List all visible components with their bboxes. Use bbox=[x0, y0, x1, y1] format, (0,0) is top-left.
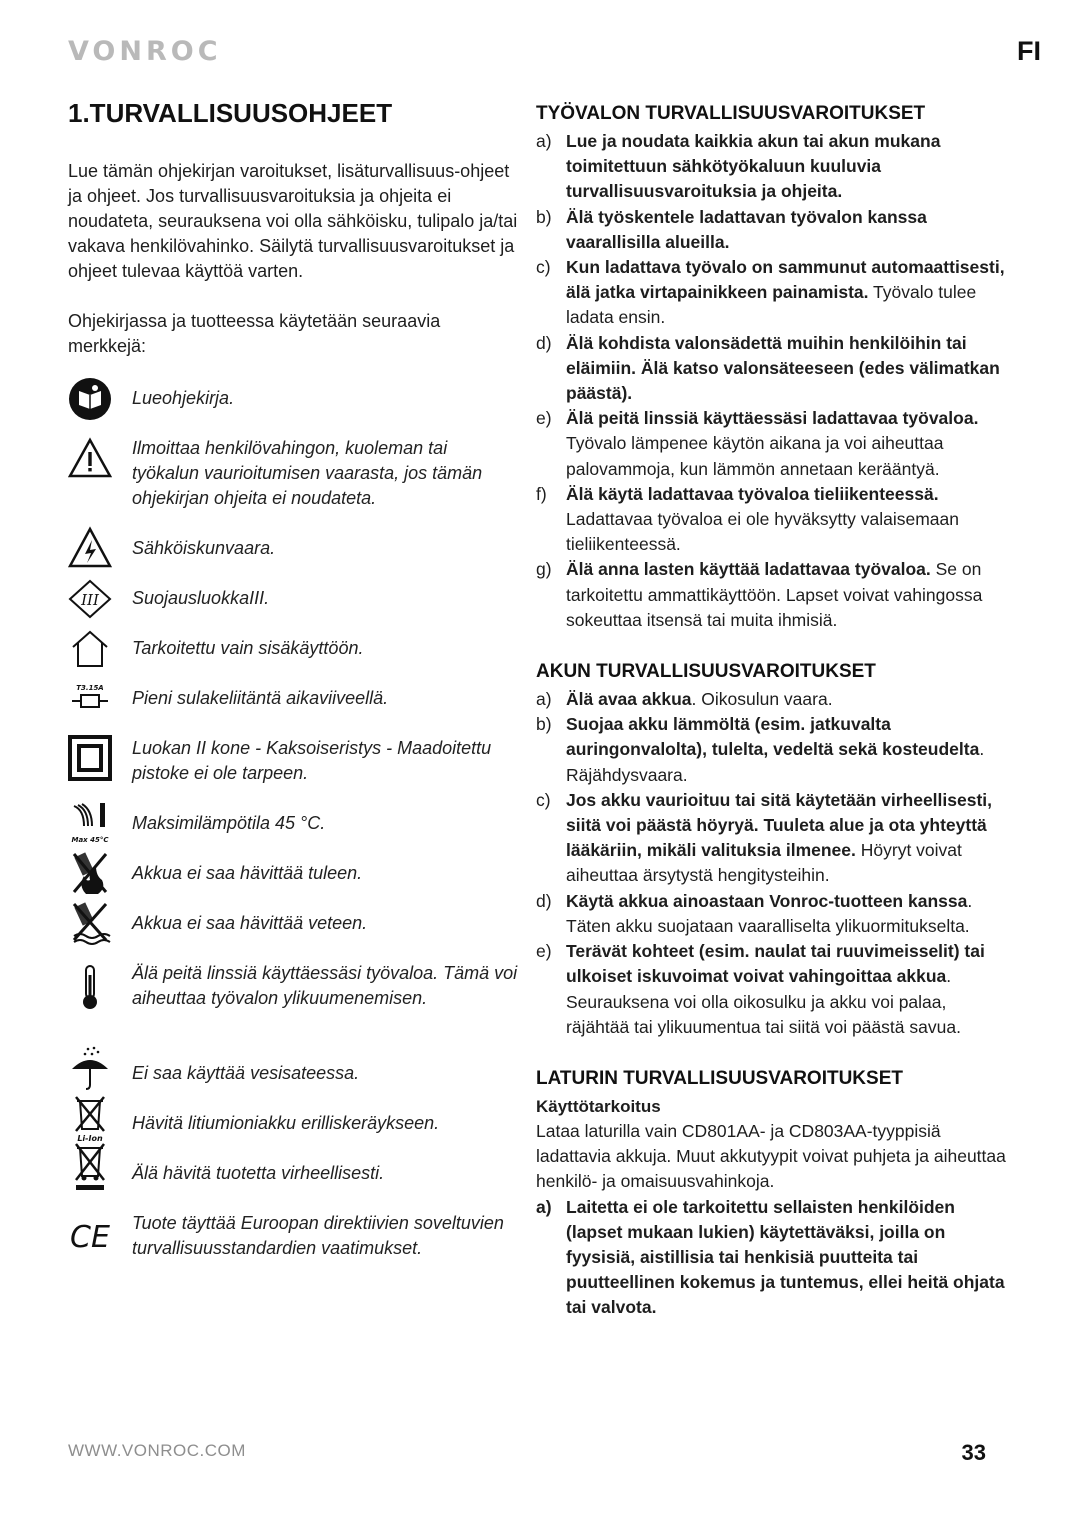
item-text: . Täten akku suojataan vaaralliselta ylikuormitukselta. bbox=[566, 890, 973, 936]
symbol-text: Luokan II kone - Kaksoiseristys - Maadoitettu pistoke ei ole tarpeen. bbox=[132, 738, 492, 783]
item-label: b) bbox=[536, 714, 552, 735]
item-label: a) bbox=[536, 1196, 552, 1217]
symbol-text: Älä peitä linssiä käyttäessäsi työvaloa. Tämä voi aiheuttaa työvalon ylikuumenemisen. bbox=[132, 963, 518, 1008]
double-insulation-icon bbox=[68, 735, 112, 781]
symbol-row bbox=[68, 436, 518, 536]
language-code: FI bbox=[1017, 36, 1041, 66]
item-label: g) bbox=[536, 559, 552, 580]
symbol-row bbox=[68, 1211, 518, 1286]
protection-class-iii-icon bbox=[68, 579, 112, 619]
item-text: . Seurauksena voi olla oikosulku ja akku voi palaa, räjähtää tai ylikuumentua tai siitä voi päästä savua. bbox=[566, 966, 961, 1037]
list-item bbox=[536, 482, 1006, 558]
symbol-text: Tarkoitettu vain sisäkäyttöön. bbox=[132, 638, 364, 658]
item-bold-text: Älä käytä ladattavaa työvaloa tieliikenteessä. bbox=[566, 483, 939, 504]
list-item bbox=[536, 788, 1006, 889]
symbol-row bbox=[68, 536, 518, 586]
symbol-row bbox=[68, 861, 518, 911]
item-text: Höyryt voivat aiheuttaa ärsytystä hengitysteihin. bbox=[566, 840, 962, 886]
item-bold-text: Suojaa akku lämmöltä (esim. jatkuvalta auringonvalolta), tulelta, vedeltä sekä kosteudelta bbox=[566, 714, 980, 760]
weee-bin-icon bbox=[68, 1139, 112, 1193]
list-item bbox=[536, 205, 1006, 255]
item-bold-text: Älä avaa akkua bbox=[566, 689, 692, 710]
item-text: . Oikosulun vaara. bbox=[691, 689, 833, 710]
item-label: a) bbox=[536, 131, 552, 151]
ce-label: CE bbox=[70, 1220, 110, 1253]
list-item bbox=[536, 712, 1006, 788]
symbol-row bbox=[68, 1161, 518, 1211]
item-bold-text: Jos akku vaurioituu tai sitä käytetään virheellisesti, siitä voi päästä höyryä. Tuuleta alue ja ota yhteyttä lääkäriin, mikäli valituksia ilmenee. bbox=[566, 789, 993, 861]
symbol-text: Lueohjekirja. bbox=[132, 388, 235, 408]
fuse-label: T3.15A bbox=[76, 684, 104, 692]
symbol-text: Sähköiskunvaara. bbox=[132, 538, 276, 558]
item-bold-text: Terävät kohteet (esim. naulat tai ruuvimeisselit) tai ulkoiset iskuvoimat voivat vahingoittaa akkua bbox=[566, 941, 985, 987]
intro-paragraph: Lue tämän ohjekirjan varoitukset, lisäturvallisuus-ohjeet ja ohjeet. Jos turvallisuusvaroituksia ja ohjeita ei noudateta, seurauksena voi olla sähköisku, tulipalo ja/tai vakava henkilövahinko. Säilytä turvallisuusvaroitukset ja ohjeet tulevaa käyttöä varten. bbox=[68, 161, 518, 281]
worklight-list bbox=[536, 129, 1006, 633]
list-item bbox=[536, 1195, 1006, 1321]
read-manual-icon bbox=[68, 379, 112, 419]
temp-label: Max 45°C bbox=[71, 836, 109, 844]
li-ion-recycle-icon bbox=[68, 1093, 112, 1143]
page-title: 1.TURVALLISUUSOHJEET bbox=[68, 98, 393, 128]
fuse-icon bbox=[68, 679, 112, 719]
no-fire-disposal-icon bbox=[68, 849, 112, 897]
item-bold-text: Älä peitä linssiä käyttäessäsi ladattavaa työvaloa. bbox=[566, 408, 979, 429]
item-bold-text: Älä anna lasten käyttää ladattavaa työvaloa. bbox=[566, 559, 931, 580]
item-text: . Räjähdysvaara. bbox=[566, 739, 985, 785]
charger-subheading: Käyttötarkoitus bbox=[536, 1096, 661, 1116]
item-text: Työvalo lämpenee käytön aikana ja voi aiheuttaa palovammoja, kun lämmön annetaan kerääntyä. bbox=[566, 433, 944, 479]
liion-label: Li-Ion bbox=[77, 1134, 103, 1143]
indoor-use-icon bbox=[68, 629, 112, 669]
item-label: b) bbox=[536, 206, 552, 227]
right-column bbox=[536, 103, 1006, 1321]
symbol-text: Ilmoittaa henkilövahingon, kuoleman tai työkalun vaurioitumisen vaarasta, jos tämän ohjekirjan ohjeita ei noudateta. bbox=[132, 438, 483, 508]
item-label: c) bbox=[536, 789, 551, 810]
worklight-heading: TYÖVALON TURVALLISUUSVAROITUKSET bbox=[536, 103, 926, 124]
battery-heading: AKUN TURVALLISUUSVAROITUKSET bbox=[536, 661, 876, 683]
symbol-row bbox=[68, 586, 518, 636]
warning-triangle-icon bbox=[68, 438, 112, 478]
symbol-row bbox=[68, 961, 518, 1061]
left-column bbox=[68, 98, 518, 1286]
item-label: d) bbox=[536, 332, 552, 353]
item-bold-text: Lue ja noudata kaikkia akun tai akun mukana toimitettuun sähkötyökaluun kuuluvia turvallisuusvaroituksia ja ohjeita. bbox=[566, 131, 941, 202]
item-text: Työvalo tulee ladata ensin. bbox=[566, 282, 977, 328]
footer-url[interactable]: WWW.VONROC.COM bbox=[68, 1441, 246, 1460]
list-item bbox=[536, 889, 1006, 939]
item-bold-text: Käytä akkua ainoastaan Vonroc-tuotteen kanssa bbox=[566, 890, 968, 911]
ce-mark-icon bbox=[68, 1215, 112, 1255]
charger-list bbox=[536, 1195, 1006, 1321]
symbol-text: Tuote täyttää Euroopan direktiivien soveltuvien turvallisuusstandardien vaatimukset. bbox=[132, 1213, 504, 1258]
no-water-disposal-icon bbox=[68, 899, 112, 947]
symbol-row bbox=[68, 686, 518, 736]
symbol-row bbox=[68, 811, 518, 861]
item-label: a) bbox=[536, 689, 552, 710]
list-item bbox=[536, 557, 1006, 633]
item-label: c) bbox=[536, 257, 551, 278]
charger-paragraph: Lataa laturilla vain CD801AA- ja CD803AA-tyyppisiä ladattavia akkuja. Muut akkutyypit voivat puhjeta ja aiheuttaa henkilö- ja omaisuusvahinkoja. bbox=[536, 1120, 1006, 1192]
max-temperature-icon bbox=[68, 799, 112, 847]
battery-list bbox=[536, 687, 1006, 1040]
no-rain-icon bbox=[68, 1045, 112, 1093]
item-label: d) bbox=[536, 890, 552, 911]
symbol-row bbox=[68, 736, 518, 811]
symbol-text: Älä hävitä tuotetta virheellisesti. bbox=[132, 1163, 385, 1183]
page-number: 33 bbox=[961, 1440, 986, 1465]
symbol-row bbox=[68, 636, 518, 686]
item-label: f) bbox=[536, 483, 547, 504]
item-bold-text: Älä työskentele ladattavan työvalon kanssa vaarallisilla alueilla. bbox=[566, 206, 927, 252]
item-text: Se on tarkoitettu ammattikäyttöön. Lapset voivat vahingossa sokeuttaa itsensä tai muita ihmisiä. bbox=[566, 559, 983, 630]
symbol-row bbox=[68, 911, 518, 961]
item-bold-text: Laitetta ei ole tarkoitettu sellaisten henkilöiden (lapset mukaan lukien) käytettäväksi, joilla on fyysisiä, aistillisia tai henkisiä puutteita tai puutteellinen kokemus ja tuntemus, ellei heitä ohjata tai valvota. bbox=[566, 1196, 1005, 1318]
item-bold-text: Kun ladattava työvalo on sammunut automaattisesti, älä jatka virtapainikkeen painamista. bbox=[566, 257, 1005, 303]
symbol-text: Hävitä litiumioniakku erilliskeräykseen. bbox=[132, 1113, 440, 1133]
symbols-intro: Ohjekirjassa ja tuotteessa käytetään seuraavia merkkejä: bbox=[68, 311, 441, 356]
list-item bbox=[536, 687, 1006, 712]
symbol-text: SuojausluokkaIII. bbox=[132, 588, 270, 608]
item-bold-text: Älä kohdista valonsädettä muihin henkilöihin tai eläimiin. Älä katso valonsäteeseen (edes välimatkan päästä). bbox=[566, 332, 1000, 404]
brand-logo: VONROC bbox=[68, 36, 222, 67]
symbol-row bbox=[68, 1111, 518, 1161]
symbol-text: Pieni sulakeliitäntä aikaviiveellä. bbox=[132, 688, 389, 708]
list-item bbox=[536, 406, 1006, 482]
symbol-text: Akkua ei saa hävittää tuleen. bbox=[132, 863, 363, 883]
charger-heading: LATURIN TURVALLISUUSVAROITUKSET bbox=[536, 1067, 903, 1089]
list-item bbox=[536, 331, 1006, 407]
item-text: Ladattavaa työvaloa ei ole hyväksytty valaisemaan tieliikenteessä. bbox=[566, 509, 960, 555]
list-item bbox=[536, 939, 1006, 1040]
electric-shock-icon bbox=[68, 524, 112, 572]
thermometer-icon bbox=[68, 963, 112, 1011]
item-label: e) bbox=[536, 941, 552, 962]
symbol-text: Ei saa käyttää vesisateessa. bbox=[132, 1063, 360, 1083]
symbol-row bbox=[68, 1061, 518, 1111]
svg-text:III: III bbox=[81, 591, 99, 609]
list-item bbox=[536, 255, 1006, 331]
symbol-text: Maksimilämpötila 45 °C. bbox=[132, 813, 326, 833]
list-item bbox=[536, 129, 1006, 205]
item-label: e) bbox=[536, 408, 552, 429]
symbol-text: Akkua ei saa hävittää veteen. bbox=[132, 913, 368, 933]
symbol-row bbox=[68, 386, 518, 436]
